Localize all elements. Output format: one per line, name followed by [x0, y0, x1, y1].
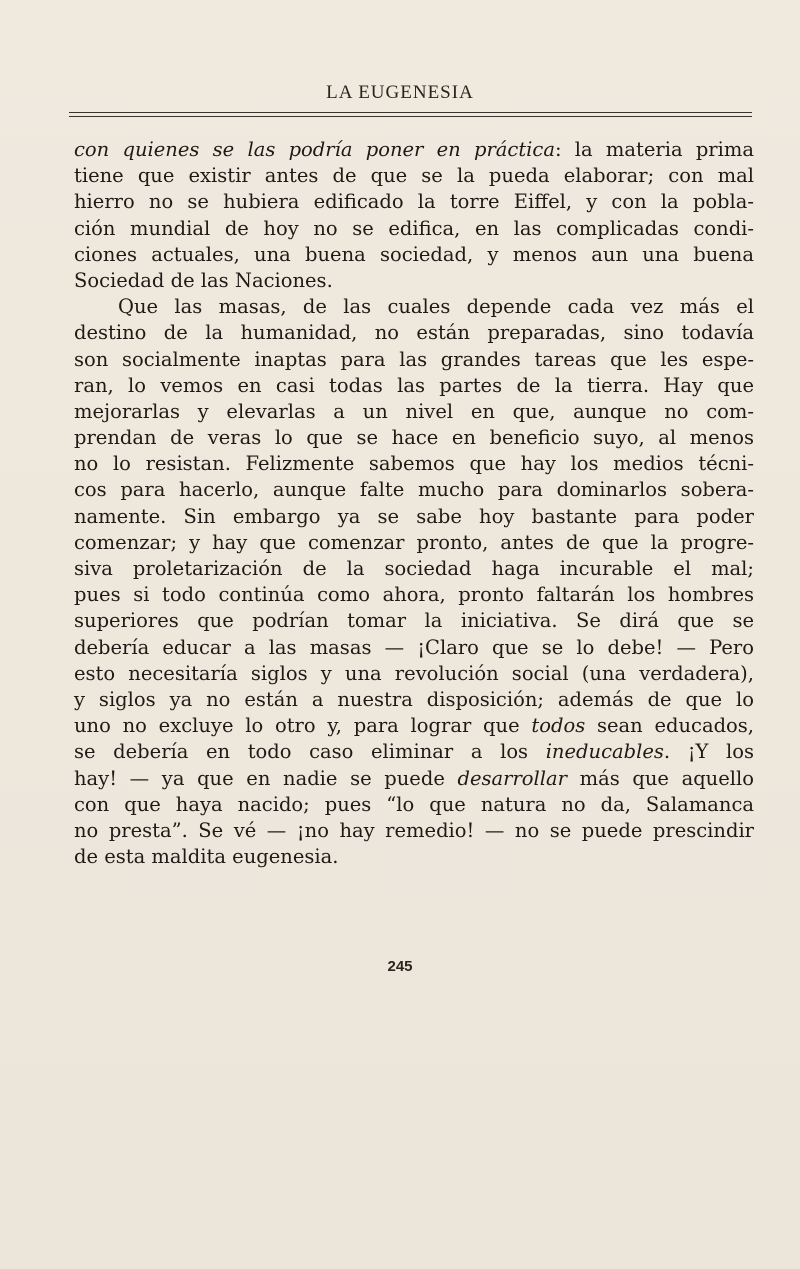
text-line: y siglos ya no están a nuestra disposición; además de que lo: [74, 687, 754, 711]
text-line: siva proletarización de la sociedad haga incurable el mal;: [74, 557, 754, 580]
text-run: hay! — ya que en nadie se puede: [74, 766, 458, 790]
text-run: más que aquello: [566, 766, 754, 790]
text-line: Que las masas, de las cuales depende cada vez más el: [118, 295, 754, 319]
text-line: esto necesitaría siglos y una revolución social (una verdadera),: [74, 661, 754, 685]
header-rule-bottom: [69, 116, 752, 117]
page-number: 245: [387, 958, 413, 975]
text-line: prendan de veras lo que se hace en beneficio suyo, al menos: [74, 426, 754, 450]
text-line: pues si todo continúa como ahora, pronto faltarán los hombres: [74, 583, 754, 607]
italic-phrase: con quienes se las podría poner en práctica: [74, 138, 555, 161]
paragraph-2: [74, 294, 754, 870]
text-line: [74, 739, 754, 765]
text-line: ran, lo vemos en casi todas las partes de la tierra. Hay que: [74, 373, 754, 397]
text-run: . ¡Y los: [663, 740, 754, 764]
text-line: destino de la humanidad, no están preparadas, sino todavía: [74, 321, 754, 345]
text-line: mejorarlas y elevarlas a un nivel en que, aunque no com-: [74, 399, 754, 423]
header-rule-top: [69, 112, 752, 113]
running-head: LA EUGENESIA: [326, 82, 474, 103]
text-line: no presta”. Se vé — ¡no hay remedio! — no se puede prescindir: [74, 818, 754, 842]
text-run: : la materia prima: [554, 138, 754, 161]
text-line: ciones actuales, una buena sociedad, y menos aun una buena: [74, 242, 754, 266]
text-line: debería educar a las masas — ¡Claro que se lo debe! — Pero: [74, 635, 754, 659]
text-line: tiene que existir antes de que se la pueda elaborar; con mal: [74, 164, 754, 188]
text-line: comenzar; y hay que comenzar pronto, antes de que la progre-: [74, 530, 754, 554]
text-line: de esta maldita eugenesia.: [74, 845, 339, 869]
text-line: con que haya nacido; pues “lo que natura no da, Salamanca: [74, 792, 754, 816]
text-line: no lo resistan. Felizmente sabemos que hay los medios técni-: [74, 452, 754, 476]
body-text: [74, 137, 754, 870]
text-line: [74, 713, 754, 739]
text-line: son socialmente inaptas para las grandes tareas que les espe-: [74, 347, 754, 371]
paragraph-1: [74, 137, 754, 294]
text-run: uno no excluye lo otro y, para lograr que: [74, 714, 532, 738]
text-line: [74, 766, 754, 792]
italic-word: todos: [531, 714, 586, 738]
text-line: namente. Sin embargo ya se sabe hoy bastante para poder: [74, 504, 754, 528]
text-run: sean educados,: [585, 714, 755, 738]
text-line: hierro no se hubiera edificado la torre Eiffel, y con la pobla-: [74, 190, 754, 214]
text-line: Sociedad de las Naciones.: [74, 268, 333, 292]
text-line: cos para hacerlo, aunque falte mucho para dominarlos sobera-: [74, 478, 754, 502]
text-line: ción mundial de hoy no se edifica, en las complicadas condi-: [74, 216, 754, 240]
italic-word: ineducables: [545, 740, 664, 764]
text-line: superiores que podrían tomar la iniciativa. Se dirá que se: [74, 609, 754, 633]
text-run: se debería en todo caso eliminar a los: [74, 740, 546, 764]
text-line: [74, 137, 754, 163]
italic-word: desarrollar: [457, 766, 567, 790]
